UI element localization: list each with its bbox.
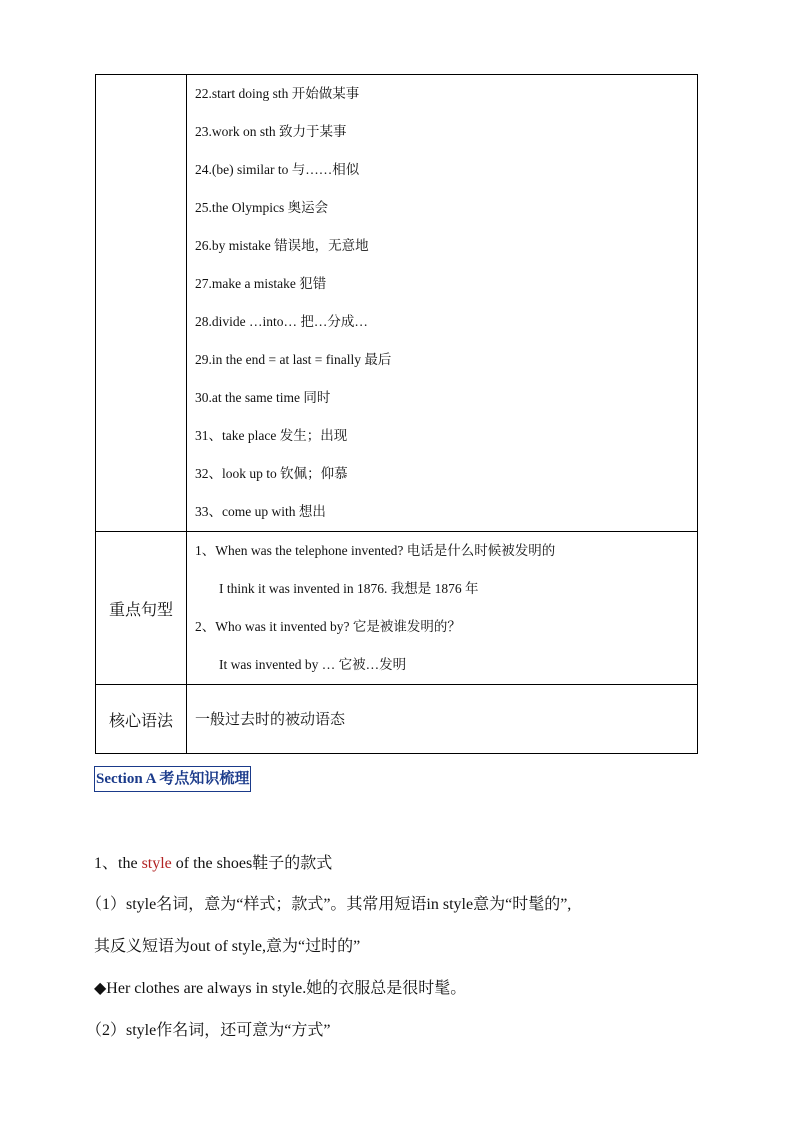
example-sentence: ◆Her clothes are always in style.她的衣服总是很时髦。 — [94, 980, 467, 997]
sub-point-2: （2）style作名词，还可意为“方式” — [86, 1022, 331, 1039]
phrase-item: 28.divide …into… 把…分成… — [195, 314, 368, 329]
key-sentences-cell — [187, 532, 698, 685]
phrase-item: 22.start doing sth 开始做某事 — [195, 86, 360, 101]
phrase-item: 25.the Olympics 奥运会 — [195, 200, 329, 215]
point-suffix: of the shoes鞋子的款式 — [171, 855, 333, 872]
phrases-label-cell — [96, 75, 187, 532]
core-grammar-row — [96, 685, 698, 754]
core-grammar-label: 核心语法 — [96, 685, 187, 754]
core-grammar-text: 一般过去时的被动语态 — [195, 710, 346, 728]
phrase-item: 27.make a mistake 犯错 — [195, 276, 327, 291]
sentence-line: It was invented by … 它被…发明 — [219, 657, 407, 672]
core-grammar-cell — [187, 685, 698, 754]
phrases-cell — [187, 75, 698, 532]
phrase-item: 29.in the end = at last = finally 最后 — [195, 352, 392, 367]
sub-point-1: （1）style名词，意为“样式；款式”。其常用短语in style意为“时髦的”, — [86, 896, 572, 913]
point-number: 1、 — [94, 855, 119, 872]
sentence-line: 1、When was the telephone invented? 电话是什么时候被发明的 — [195, 543, 556, 558]
phrase-item: 32、look up to 钦佩；仰慕 — [195, 466, 348, 481]
phrases-row — [96, 75, 698, 532]
sentence-line: I think it was invented in 1876. 我想是 1876 年 — [219, 581, 479, 596]
phrase-item: 26.by mistake 错误地，无意地 — [195, 238, 369, 253]
sentence-line: 2、Who was it invented by? 它是被谁发明的？ — [195, 619, 461, 634]
vocabulary-table — [95, 74, 698, 754]
key-sentences-label: 重点句型 — [96, 532, 187, 685]
sub-point-1-continued: 其反义短语为out of style,意为“过时的” — [94, 938, 361, 955]
phrase-item: 23.work on sth 致力于某事 — [195, 124, 347, 139]
phrase-item: 33、come up with 想出 — [195, 504, 326, 519]
phrase-item: 31、take place 发生；出现 — [195, 428, 348, 443]
point-prefix: the — [118, 855, 142, 872]
section-title: Section A 考点知识梳理 — [94, 766, 251, 792]
phrase-item: 30.at the same time 同时 — [195, 390, 331, 405]
point-keyword: style — [141, 855, 172, 872]
point-1-heading — [94, 850, 332, 873]
phrase-item: 24.(be) similar to 与……相似 — [195, 162, 360, 177]
key-sentences-row — [96, 532, 698, 685]
